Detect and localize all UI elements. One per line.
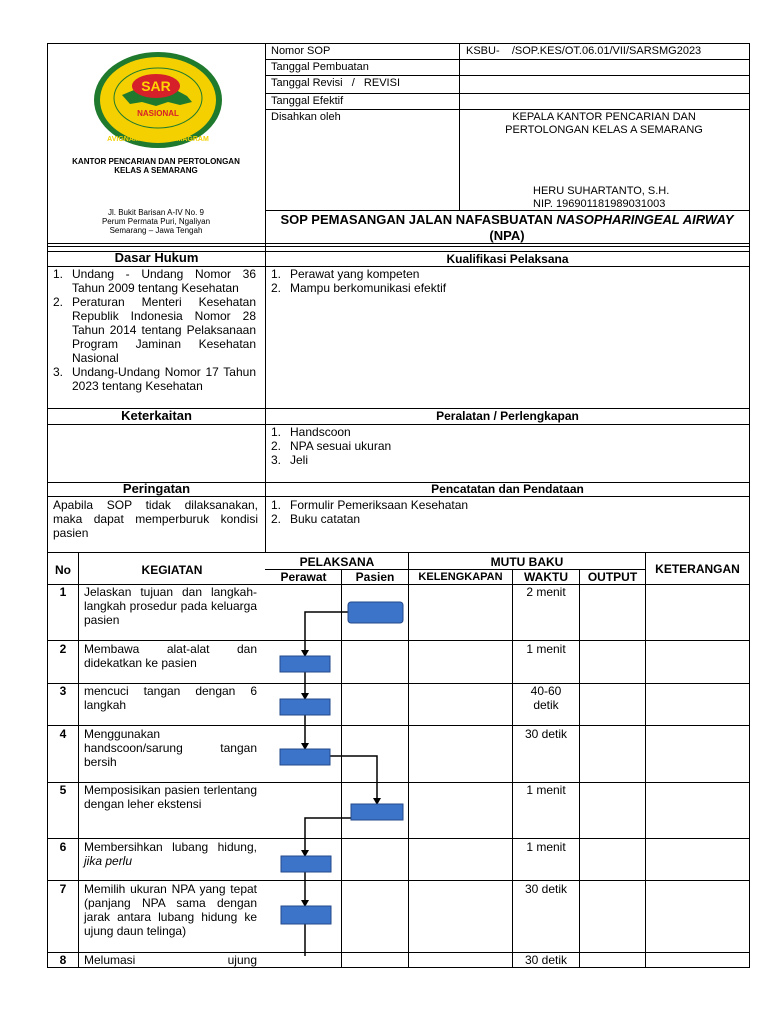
row-no: 7 bbox=[59, 882, 67, 896]
list-item: 2. Peraturan Menteri Kesehatan Republik Indonesia Nomor 28 Tahun 2014 tentang Pelaksanaan Program Jaminan Kesehatan Nasional bbox=[53, 295, 256, 365]
sop-title: SOP PEMASANGAN JALAN NAFASBUATAN NASOPHARINGEAL AIRWAY (NPA) bbox=[280, 212, 734, 243]
row-kegiatan: Memposisikan pasien terlentang dengan leher ekstensi bbox=[84, 783, 257, 811]
disahkan-label: Disahkan oleh bbox=[271, 111, 341, 123]
org-name: KANTOR PENCARIAN DAN PERTOLONGAN KELAS A SEMARANG bbox=[72, 157, 240, 175]
col-kelengkapan: KELENGKAPAN bbox=[418, 571, 503, 583]
row-kegiatan: Jelaskan tujuan dan langkah-langkah prosedur pada keluarga pasien bbox=[84, 585, 257, 627]
flow-box-perawat bbox=[280, 749, 330, 765]
row-no: 8 bbox=[59, 953, 67, 967]
tanggal-efektif-label: Tanggal Efektif bbox=[271, 95, 344, 107]
peringatan-title: Peringatan bbox=[122, 481, 191, 496]
row-waktu: 1 menit bbox=[526, 642, 566, 656]
row-no: 2 bbox=[59, 642, 67, 656]
approver-title: KEPALA KANTOR PENCARIAN DAN PERTOLONGAN KELAS A SEMARANG bbox=[505, 111, 703, 136]
list-item: 1. Undang - Undang Nomor 36 Tahun 2009 tentang Kesehatan bbox=[53, 267, 256, 295]
col-mutu-baku: MUTU BAKU bbox=[490, 555, 564, 569]
approver-nip: NIP. 196901181989031003 bbox=[533, 198, 666, 210]
row-kegiatan: Membersihkan lubang hidung, jika perlu bbox=[84, 840, 257, 868]
col-perawat: Perawat bbox=[280, 570, 327, 584]
list-item: 1. Perawat yang kompeten bbox=[271, 267, 420, 281]
flow-box-pasien bbox=[348, 602, 403, 623]
flow-box-perawat bbox=[281, 906, 331, 924]
peralatan-title: Peralatan / Perlengkapan bbox=[436, 409, 579, 423]
row-kegiatan: Membawa alat-alat dan didekatkan ke pasien bbox=[84, 642, 257, 670]
tanggal-pembuatan-label: Tanggal Pembuatan bbox=[271, 61, 369, 73]
list-item: 1. Handscoon bbox=[271, 425, 351, 439]
row-no: 1 bbox=[59, 585, 67, 599]
logo-motto-text: AVIGNAM JAGAT SAMAGRAM bbox=[107, 136, 209, 143]
row-waktu: 30 detik bbox=[524, 882, 568, 896]
col-kegiatan: KEGIATAN bbox=[141, 563, 203, 577]
row-kegiatan: Menggunakan handscoon/sarung tangan bersih bbox=[84, 727, 257, 769]
col-no: No bbox=[55, 563, 71, 577]
row-no: 3 bbox=[59, 684, 67, 698]
row-waktu: 1 menit bbox=[526, 840, 566, 854]
list-item: 2. Buku catatan bbox=[271, 512, 361, 526]
list-item: 2. Mampu berkomunikasi efektif bbox=[271, 281, 447, 295]
col-keterangan: KETERANGAN bbox=[655, 562, 740, 576]
kualifikasi-title: Kualifikasi Pelaksana bbox=[446, 252, 569, 266]
row-waktu: 2 menit bbox=[526, 585, 566, 599]
col-output: OUTPUT bbox=[587, 570, 638, 584]
list-item: 1. Formulir Pemeriksaan Kesehatan bbox=[271, 498, 469, 512]
flow-box-pasien bbox=[351, 804, 403, 820]
row-waktu: 40-60 detik bbox=[530, 684, 562, 712]
flow-box-perawat bbox=[280, 699, 330, 715]
row-waktu: 1 menit bbox=[526, 783, 566, 797]
list-item: 3. Jeli bbox=[271, 453, 309, 467]
pencatatan-title: Pencatatan dan Pendataan bbox=[431, 482, 584, 496]
col-pelaksana: PELAKSANA bbox=[299, 555, 375, 569]
nomor-sop-value: KSBU- /SOP.KES/OT.06.01/VII/SARSMG2023 bbox=[466, 45, 702, 57]
list-item: 3. Undang-Undang Nomor 17 Tahun 2023 tentang Kesehatan bbox=[53, 365, 256, 393]
approver-name: HERU SUHARTANTO, S.H. bbox=[533, 185, 670, 197]
row-kegiatan: mencuci tangan dengan 6 langkah bbox=[84, 684, 257, 712]
nomor-sop-label: Nomor SOP bbox=[271, 45, 331, 57]
row-waktu: 30 detik bbox=[524, 727, 568, 741]
keterkaitan-title: Keterkaitan bbox=[121, 408, 192, 423]
dasar-hukum-title: Dasar Hukum bbox=[114, 250, 199, 265]
row-no: 4 bbox=[59, 727, 67, 741]
list-item: 2. NPA sesuai ukuran bbox=[271, 439, 392, 453]
row-kegiatan: Melumasi ujung bbox=[84, 953, 257, 967]
logo-sar-text: SAR bbox=[141, 78, 171, 94]
flow-box-perawat bbox=[281, 856, 331, 872]
flow-box-perawat bbox=[280, 656, 330, 672]
col-waktu: WAKTU bbox=[524, 570, 568, 584]
logo-nasional-text: NASIONAL bbox=[137, 109, 179, 118]
row-no: 5 bbox=[59, 783, 67, 797]
row-no: 6 bbox=[59, 840, 67, 854]
row-waktu: 30 detik bbox=[524, 953, 568, 967]
tanggal-revisi-label: Tanggal Revisi / REVISI bbox=[271, 77, 400, 89]
peringatan-text: Apabila SOP tidak dilaksanakan, maka dapat memperburuk kondisi pasien bbox=[53, 498, 258, 540]
org-address: Jl. Bukit Barisan A-IV No. 9 Perum Permata Puri, Ngaliyan Semarang – Jawa Tengah bbox=[101, 208, 211, 235]
row-kegiatan: Memilih ukuran NPA yang tepat (panjang NPA sama dengan jarak antara lubang hidung ke ujung daun telinga) bbox=[84, 882, 257, 938]
col-pasien: Pasien bbox=[355, 570, 395, 584]
